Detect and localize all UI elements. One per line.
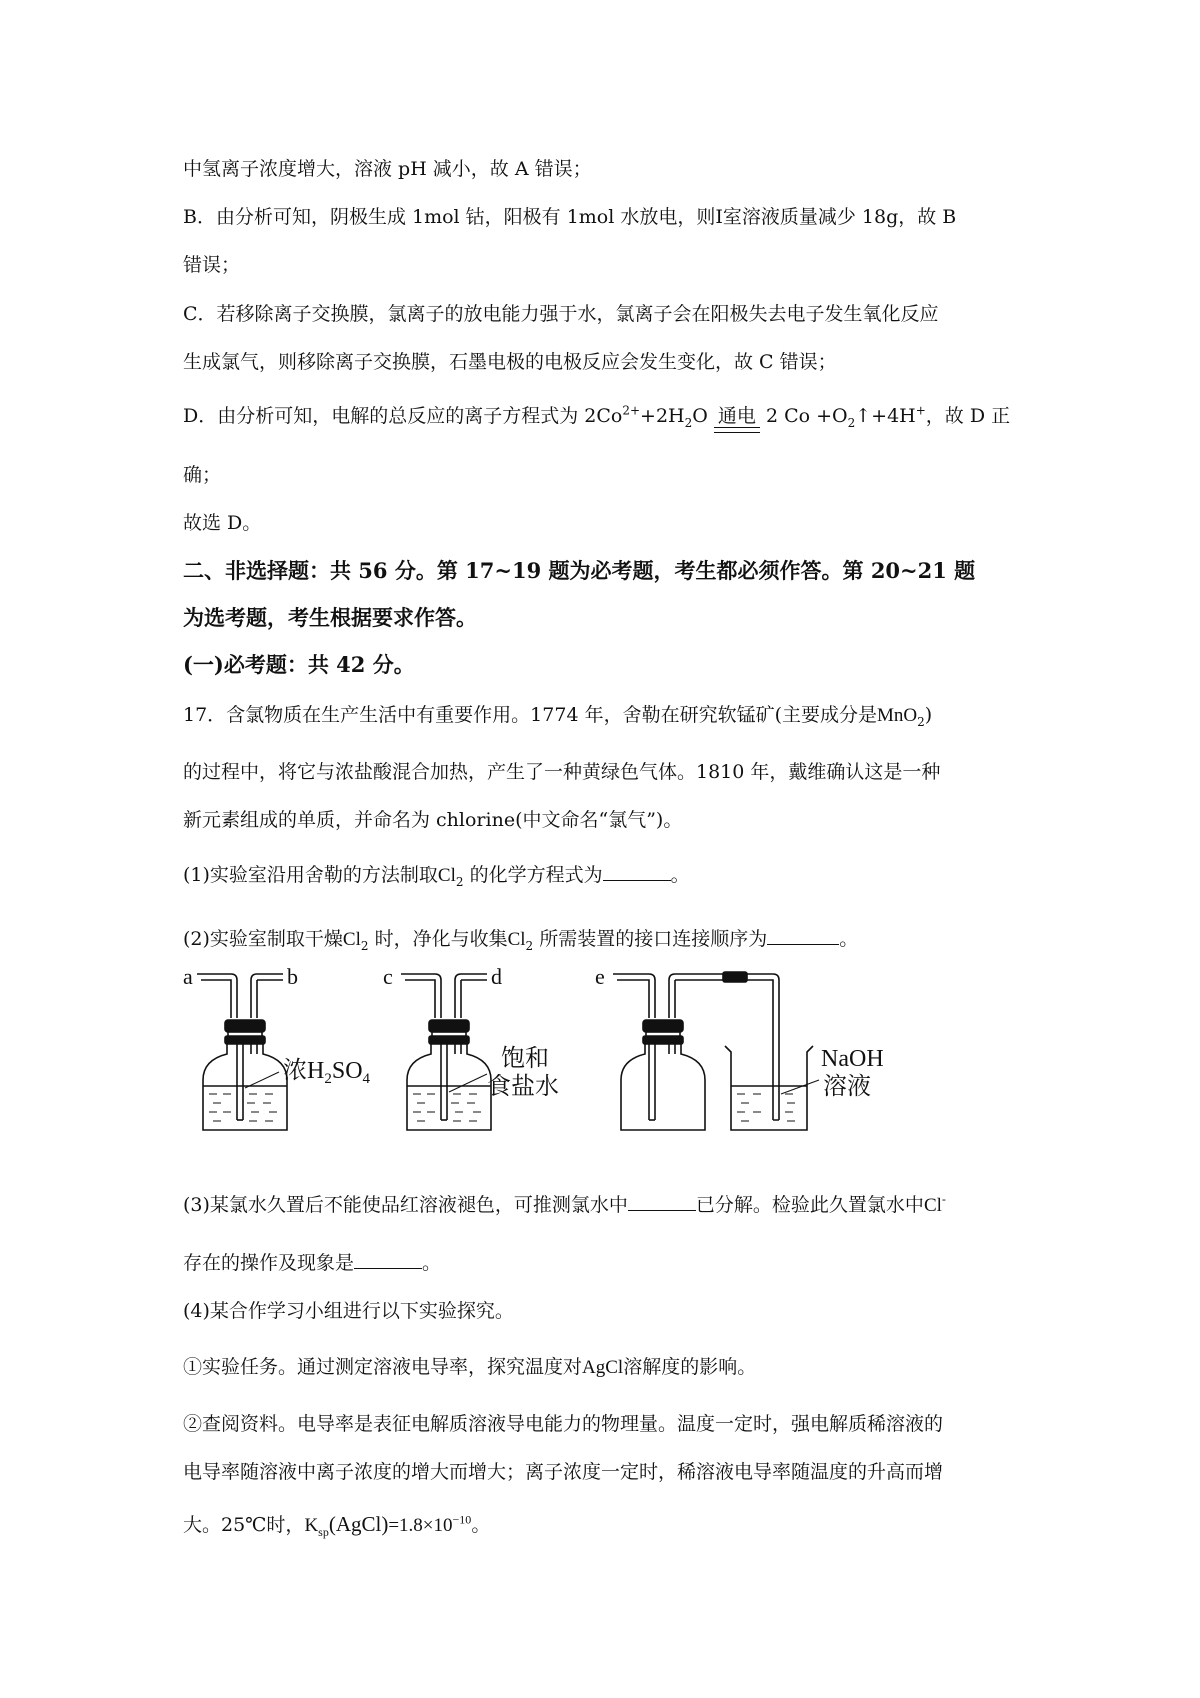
d-sub1: 2 <box>684 415 693 430</box>
answer-blank[interactable] <box>628 1209 696 1211</box>
cl2-formula: Cl <box>342 929 361 950</box>
port-label-c: c <box>383 964 393 989</box>
q17-intro-line2: 的过程中，将它与浓盐酸混合加热，产生了一种黄绿色气体。1810 年，戴维确认这是一种 <box>183 761 941 783</box>
label-sub: 2 <box>324 1071 332 1087</box>
naoh-label-2: 溶液 <box>823 1074 871 1100</box>
wash-bottle-1 <box>197 974 287 1130</box>
answer-line: 故选 D。 <box>183 512 262 534</box>
ksp-value: =1.8×10 <box>388 1515 453 1536</box>
d-suffix: ，故 D 正 <box>925 405 1011 427</box>
port-label-e: e <box>595 964 605 989</box>
d-sub2: 2 <box>847 415 856 430</box>
q2-end: 。 <box>839 928 859 950</box>
label-sub: 4 <box>362 1071 371 1087</box>
section-subheading: (一)必考题：共 42 分。 <box>183 652 415 677</box>
d-mid1: +2H <box>640 405 685 427</box>
saturated-brine-label-1: 饱和 <box>501 1046 549 1072</box>
cl2-sub: 2 <box>525 938 534 953</box>
ksp-symbol: K <box>304 1515 319 1536</box>
gas-apparatus-diagram <box>183 962 943 1132</box>
answer-blank[interactable] <box>767 943 839 945</box>
solution-line-d2: 确； <box>183 464 222 486</box>
cl2-sub: 2 <box>360 938 369 953</box>
q2-text-c: 所需装置的接口连接顺序为 <box>539 928 768 950</box>
ref3-text: 大。25℃时， <box>183 1514 305 1536</box>
d-prefix: D．由分析可知，电解的总反应的离子方程式为 2Co <box>183 405 623 427</box>
q17-intro-line3: 新元素组成的单质，并命名为 chlorine(中文命名“氯气”)。 <box>183 809 683 831</box>
section-heading-2: 为选考题，考生根据要求作答。 <box>183 605 477 630</box>
q17-part4: (4)某合作学习小组进行以下实验探究。 <box>183 1300 514 1322</box>
cl2-sub: 2 <box>455 874 464 889</box>
label-part: SO <box>331 1058 363 1084</box>
q1-text-a: (1)实验室沿用舍勒的方法制取 <box>183 864 438 886</box>
cl-ion-sup: - <box>941 1192 946 1207</box>
wash-bottle-2 <box>401 974 491 1130</box>
solution-line-b2: 错误； <box>183 254 241 276</box>
naoh-label-1: NaOH <box>821 1046 884 1072</box>
port-label-d: d <box>491 964 502 989</box>
answer-blank[interactable] <box>354 1267 422 1269</box>
q17-part3-line2 <box>183 1254 441 1273</box>
mno2-sub: 2 <box>917 714 925 729</box>
collecting-bottle <box>613 972 779 1130</box>
conc-h2so4-label <box>283 1057 371 1087</box>
answer-blank[interactable] <box>603 879 671 881</box>
double-equal-sign <box>714 427 760 433</box>
saturated-brine-label-2: 食盐水 <box>487 1074 559 1100</box>
task-text-b: 溶解度的影响。 <box>623 1356 757 1378</box>
q17-part3-line1 <box>183 1192 946 1216</box>
section-heading-1: 二、非选择题：共 56 分。第 17~19 题为必考题，考生都必须作答。第 20~21 题 <box>183 558 976 583</box>
q17-part2 <box>183 928 859 953</box>
q17-intro-close: ) <box>924 704 933 726</box>
cl2-formula: Cl <box>507 929 526 950</box>
d-mid2: O <box>692 405 708 427</box>
q3-text-b: 已分解。检验此久置氯水中 <box>695 1194 924 1216</box>
label-part: 浓H <box>283 1058 325 1084</box>
solution-line-c1: C．若移除离子交换膜，氯离子的放电能力强于水，氯离子会在阳极失去电子发生氧化反应 <box>183 303 939 325</box>
q2-text-b: 时，净化与收集 <box>374 928 508 950</box>
ksp-exponent: −10 <box>452 1512 472 1527</box>
q17-part4-task <box>183 1358 756 1377</box>
q17-part4-ref-line1: ②查阅资料。电导率是表征电解质溶液导电能力的物理量。温度一定时，强电解质稀溶液的 <box>183 1413 944 1435</box>
q3-line2-text: 存在的操作及现象是 <box>183 1252 355 1274</box>
ksp-sub: sp <box>318 1524 329 1539</box>
port-label-a: a <box>183 964 193 989</box>
condition-text: 通电 <box>717 405 756 427</box>
q17-intro-text: 17．含氯物质在生产生活中有重要作用。1774 年，舍勒在研究软锰矿(主要成分是 <box>183 704 877 726</box>
solution-line-b1: B．由分析可知，阴极生成 1mol 钴，阳极有 1mol 水放电，则Ⅰ室溶液质量减少 18g，故 B <box>183 206 957 228</box>
q2-text-a: (2)实验室制取干燥 <box>183 928 343 950</box>
port-label-b: b <box>287 964 298 989</box>
solution-line-c2: 生成氯气，则移除离子交换膜，石墨电极的电极反应会发生变化，故 C 错误； <box>183 351 837 373</box>
q3-text-a: (3)某氯水久置后不能使品红溶液褪色，可推测氯水中 <box>183 1194 628 1216</box>
q1-text-b: 的化学方程式为 <box>469 864 603 886</box>
d-mid4: ↑+4H <box>855 405 916 427</box>
cl2-formula: Cl <box>437 865 456 886</box>
d-sup2: + <box>915 403 926 418</box>
d-sup1: 2+ <box>622 403 641 418</box>
task-text-a: ①实验任务。通过测定溶液电导率，探究温度对 <box>183 1356 583 1378</box>
q17-part4-ref-line3 <box>183 1512 491 1539</box>
q3-end: 。 <box>422 1252 442 1274</box>
solution-line-a: 中氢离子浓度增大，溶液 pH 减小，故 A 错误； <box>183 158 592 180</box>
agcl-paren: (AgCl) <box>328 1512 389 1536</box>
q17-part4-ref-line2: 电导率随溶液中离子浓度的增大而增大；离子浓度一定时，稀溶液电导率随温度的升高而增 <box>183 1461 944 1483</box>
ref3-end: 。 <box>471 1514 491 1536</box>
solution-line-d1 <box>183 403 1011 430</box>
electrolysis-condition <box>714 407 760 426</box>
d-mid3: 2 Co +O <box>765 405 848 427</box>
q17-intro-line1 <box>183 704 933 729</box>
q17-part1 <box>183 864 690 889</box>
agcl-formula: AgCl <box>582 1357 624 1378</box>
q1-end: 。 <box>670 864 690 886</box>
cl-ion-formula: Cl <box>923 1195 942 1216</box>
mno2-formula: MnO <box>876 705 918 726</box>
naoh-beaker <box>725 1046 819 1130</box>
